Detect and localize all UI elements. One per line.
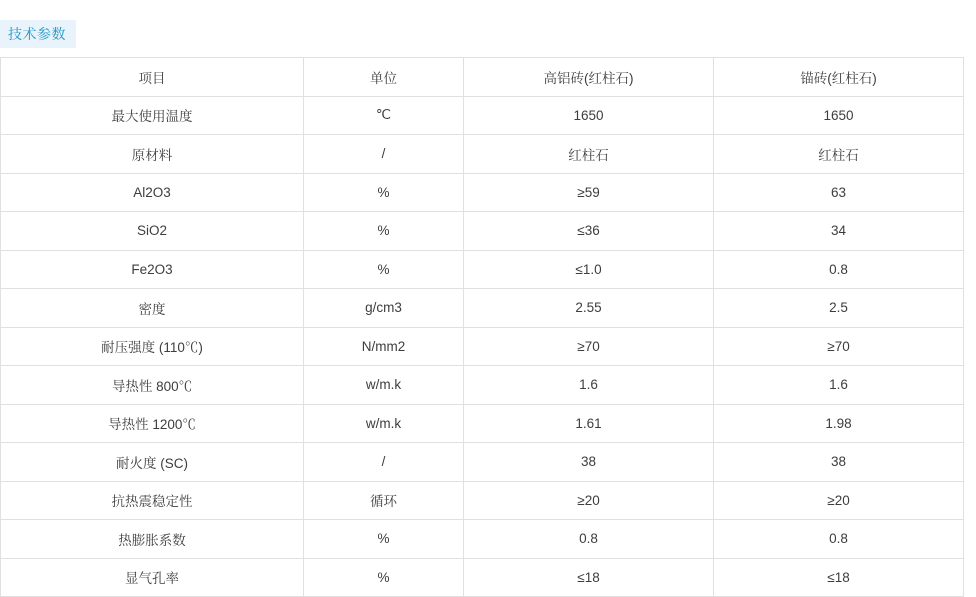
table-cell: %	[304, 558, 464, 597]
table-cell: ≤18	[464, 558, 714, 597]
table-header-cell: 高铝砖(红柱石)	[464, 58, 714, 97]
table-cell: 38	[464, 443, 714, 482]
table-cell: 导热性 1200℃	[1, 404, 304, 443]
table-row	[1, 135, 964, 174]
table-cell: ≥20	[714, 481, 964, 520]
table-cell: ≤1.0	[464, 250, 714, 289]
table-row	[1, 250, 964, 289]
table-cell: /	[304, 443, 464, 482]
table-row	[1, 289, 964, 328]
table-cell: %	[304, 173, 464, 212]
table-cell: ≥70	[464, 327, 714, 366]
table-cell: 原材料	[1, 135, 304, 174]
table-cell: 抗热震稳定性	[1, 481, 304, 520]
table-cell: ≥70	[714, 327, 964, 366]
table-cell: 38	[714, 443, 964, 482]
table-row	[1, 404, 964, 443]
table-cell: 热膨胀系数	[1, 520, 304, 559]
table-cell: g/cm3	[304, 289, 464, 328]
table-cell: 0.8	[714, 520, 964, 559]
table-cell: %	[304, 520, 464, 559]
table-cell: 34	[714, 212, 964, 251]
table-cell: 1650	[464, 96, 714, 135]
table-row	[1, 443, 964, 482]
table-row	[1, 558, 964, 597]
table-cell: w/m.k	[304, 404, 464, 443]
table-row	[1, 520, 964, 559]
table-cell: 1.6	[464, 366, 714, 405]
table-cell: w/m.k	[304, 366, 464, 405]
table-cell: 循环	[304, 481, 464, 520]
table-header-cell: 锚砖(红柱石)	[714, 58, 964, 97]
table-cell: 2.55	[464, 289, 714, 328]
table-header-cell: 项目	[1, 58, 304, 97]
table-row	[1, 96, 964, 135]
table-cell: 63	[714, 173, 964, 212]
table-cell: 耐压强度 (110℃)	[1, 327, 304, 366]
table-cell: 2.5	[714, 289, 964, 328]
table-cell: Fe2O3	[1, 250, 304, 289]
table-cell: %	[304, 250, 464, 289]
table-row	[1, 212, 964, 251]
table-cell: %	[304, 212, 464, 251]
table-cell: 1.98	[714, 404, 964, 443]
table-row	[1, 173, 964, 212]
table-cell: 密度	[1, 289, 304, 328]
table-row	[1, 327, 964, 366]
table-cell: /	[304, 135, 464, 174]
table-cell: SiO2	[1, 212, 304, 251]
table-cell: 导热性 800℃	[1, 366, 304, 405]
table-cell: 红柱石	[464, 135, 714, 174]
table-header-row	[1, 58, 964, 97]
table-cell: 1.61	[464, 404, 714, 443]
table-header-cell: 单位	[304, 58, 464, 97]
table-cell: ≤36	[464, 212, 714, 251]
table-row	[1, 481, 964, 520]
table-body	[1, 58, 964, 597]
table-cell: ≥20	[464, 481, 714, 520]
table-cell: 1650	[714, 96, 964, 135]
table-cell: 0.8	[464, 520, 714, 559]
table-cell: 红柱石	[714, 135, 964, 174]
table-cell: 1.6	[714, 366, 964, 405]
table-cell: ≥59	[464, 173, 714, 212]
table-cell: 最大使用温度	[1, 96, 304, 135]
table-cell: 0.8	[714, 250, 964, 289]
table-cell: Al2O3	[1, 173, 304, 212]
table-cell: 耐火度 (SC)	[1, 443, 304, 482]
table-cell: N/mm2	[304, 327, 464, 366]
table-cell: 显气孔率	[1, 558, 304, 597]
table-cell: ≤18	[714, 558, 964, 597]
section-title: 技术参数	[0, 20, 76, 48]
table-row	[1, 366, 964, 405]
technical-parameters-table	[0, 57, 964, 597]
table-cell: ℃	[304, 96, 464, 135]
